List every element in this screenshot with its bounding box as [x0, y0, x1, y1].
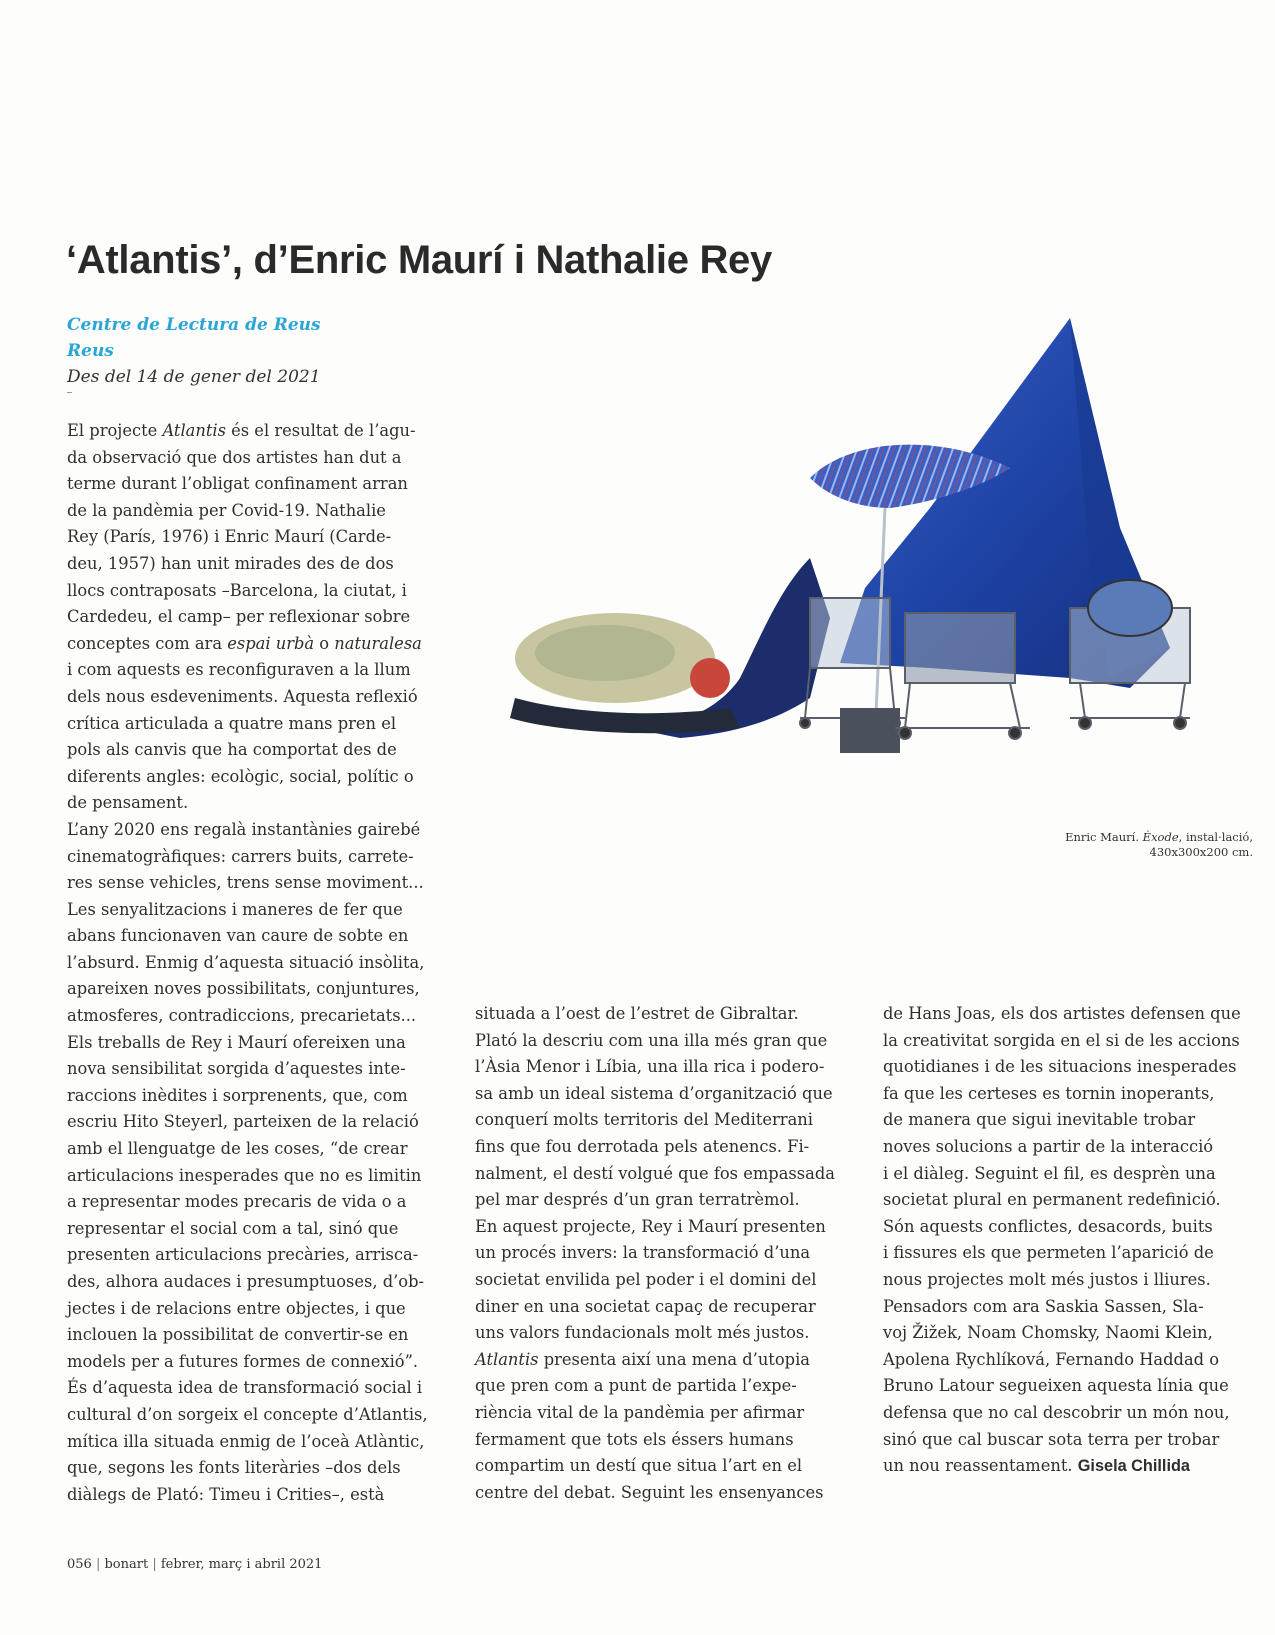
magazine-name: bonart [104, 1557, 149, 1572]
red-buoy [690, 658, 730, 698]
text-line: Apolena Rychlíková, Fernando Haddad o [883, 1349, 1220, 1369]
text-line: Són aquests conflictes, desacords, buits [883, 1216, 1213, 1236]
text-line: centre del debat. Seguint les ensenyances [475, 1482, 824, 1502]
text-line: presenten articulacions precàries, arrisca- [67, 1245, 419, 1265]
text-line: noves solucions a partir de la interacció [883, 1136, 1214, 1156]
text-line: models per a futures formes de connexió”. [67, 1351, 419, 1371]
text-line: un nou reassentament. Gisela Chillida [883, 1456, 1190, 1476]
text-line: És d’aquesta idea de transformació social i [67, 1378, 423, 1398]
venue: Centre de Lectura de Reus [67, 315, 321, 335]
text-line: i com aquests es reconfiguraven a la llum [67, 660, 411, 680]
shopping-cart [895, 613, 1030, 739]
text-line: nova sensibilitat sorgida d’aquestes inte- [67, 1059, 406, 1079]
text-line: crítica articulada a quatre mans pren el [67, 713, 397, 733]
text-line: dels nous esdeveniments. Aquesta reflexió [67, 686, 418, 706]
text-line: inclouen la possibilitat de convertir-se en [67, 1325, 409, 1345]
text-line: deu, 1957) han unit mirades des de dos [67, 553, 394, 573]
text-line: da observació que dos artistes han dut a [67, 447, 402, 467]
text-line: pel mar després d’un gran terratrèmol. [475, 1190, 800, 1210]
text-line: i el diàleg. Seguint el fil, es desprèn una [883, 1163, 1216, 1183]
text-line: situada a l’oest de l’estret de Gibraltar. [475, 1004, 799, 1023]
text-line: que pren com a punt de partida l’expe- [475, 1376, 797, 1396]
text-line: res sense vehicles, trens sense moviment... [67, 873, 424, 893]
text-line: de manera que sigui inevitable trobar [883, 1110, 1196, 1130]
text-line: a representar modes precaris de vida o a [67, 1192, 407, 1212]
text-line: l’absurd. Enmig d’aquesta situació insòlita, [67, 952, 425, 972]
text-line: de la pandèmia per Covid-19. Nathalie [67, 500, 386, 520]
text-line: un procés invers: la transformació d’una [475, 1243, 811, 1263]
text-line: abans funcionaven van caure de sobte en [67, 926, 409, 946]
text-line: sinó que cal buscar sota terra per trobar [883, 1429, 1220, 1449]
text-line: El projecte Atlantis és el resultat de l’agu- [67, 421, 416, 440]
text-line: cinematogràfiques: carrers buits, carrete- [67, 846, 414, 866]
text-line: jectes i de relacions entre objectes, i que [67, 1298, 406, 1318]
text-line: conquerí molts territoris del Mediterrani [475, 1110, 813, 1130]
text-line: defensa que no cal descobrir un món nou, [883, 1402, 1230, 1422]
text-line: l’Àsia Menor i Líbia, una illa rica i podero- [475, 1057, 825, 1077]
text-line: L’any 2020 ens regalà instantànies gairebé [67, 819, 421, 839]
text-line: Rey (París, 1976) i Enric Maurí (Carde- [67, 527, 392, 547]
satellite-dish [1088, 580, 1172, 636]
issue-date: febrer, març i abril 2021 [160, 1557, 323, 1572]
installation-photo [510, 318, 1235, 788]
text-line: nous projectes molt més justos i lliures. [883, 1269, 1211, 1289]
text-line: representar el social com a tal, sinó que [67, 1218, 399, 1238]
text-line: i fissures els que permeten l’aparició de [883, 1243, 1214, 1263]
page-number: 056 [67, 1557, 92, 1572]
divider [67, 392, 72, 393]
text-line: Plató la descriu com una illa més gran que [475, 1030, 828, 1050]
text-line: cultural d’on sorgeix el concepte d’Atlantis, [67, 1404, 428, 1424]
text-line: de pensament. [67, 793, 189, 813]
text-line: riència vital de la pandèmia per afirmar [475, 1402, 805, 1422]
article-column-1 [67, 418, 428, 1508]
text-line: apareixen noves possibilitats, conjuntures, [67, 979, 420, 999]
text-line: mítica illa situada enmig de l’oceà Atlàntic, [67, 1431, 425, 1451]
text-line: compartim un destí que situa l’art en el [475, 1456, 803, 1476]
text-line: voj Žižek, Noam Chomsky, Naomi Klein, [883, 1323, 1213, 1343]
text-line: amb el llenguatge de les coses, “de crear [67, 1139, 408, 1159]
text-line: fins que fou derrotada pels atenencs. Fi- [475, 1136, 810, 1156]
text-line: des, alhora audaces i presumptuoses, d’ob- [67, 1272, 425, 1291]
text-line: societat plural en permanent redefinició. [883, 1190, 1221, 1210]
article-column-3 [883, 1001, 1241, 1480]
text-line: pols als canvis que ha comportat des de [67, 740, 397, 760]
text-line: diner en una societat capaç de recuperar [475, 1296, 816, 1316]
text-line: En aquest projecte, Rey i Maurí presenten [475, 1216, 826, 1236]
text-line: atmosferes, contradiccions, precarietats... [67, 1006, 417, 1026]
text-line: conceptes com ara espai urbà o naturalesa [67, 633, 422, 653]
text-line: quotidianes i de les situacions inesperades [883, 1057, 1237, 1077]
page-footer: 056 | bonart | febrer, març i abril 2021 [67, 1557, 323, 1572]
text-line: Atlantis presenta així una mena d’utopia [475, 1349, 810, 1369]
text-line: fa que les certeses es tornin inoperants, [883, 1083, 1215, 1103]
text-line: uns valors fundacionals molt més justos. [475, 1323, 810, 1343]
text-line: fermament que tots els éssers humans [475, 1429, 794, 1449]
text-line: llocs contraposats –Barcelona, la ciutat, i [67, 580, 407, 600]
text-line: la creativitat sorgida en el si de les accions [883, 1030, 1240, 1050]
photo-caption: Enric Maurí. Èxode, instal·lació, 430x300x200 cm. [1065, 830, 1253, 859]
text-line: diferents angles: ecològic, social, polític o [67, 766, 414, 786]
city: Reus [67, 341, 114, 361]
text-line: raccions inèdites i sorprenents, que, com [67, 1085, 408, 1105]
exhibition-info [67, 312, 321, 390]
text-line: sa amb un ideal sistema d’organització que [475, 1083, 833, 1103]
text-line: Els treballs de Rey i Maurí ofereixen una [67, 1032, 406, 1052]
author-name: Gisela Chillida [1077, 1457, 1190, 1476]
text-line: Les senyalitzacions i maneres de fer que [67, 899, 403, 919]
text-line: Bruno Latour segueixen aquesta línia que [883, 1376, 1229, 1396]
text-line: societat envilida pel poder i el domini del [475, 1269, 817, 1289]
text-line: articulacions inesperades que no es limitin [67, 1165, 422, 1185]
text-line: Cardedeu, el camp– per reflexionar sobre [67, 607, 411, 627]
text-line: terme durant l’obligat confinament arran [67, 474, 408, 494]
text-line: de Hans Joas, els dos artistes defensen que [883, 1004, 1241, 1023]
text-line: diàlegs de Plató: Timeu i Crities–, està [67, 1484, 385, 1504]
text-line: nalment, el destí volgué que fos empassada [475, 1163, 835, 1183]
text-line: que, segons les fonts literàries –dos dels [67, 1458, 401, 1478]
article-column-2 [475, 1001, 835, 1506]
exhibition-date: Des del 14 de gener del 2021 [67, 367, 321, 387]
text-line: escriu Hito Steyerl, parteixen de la relació [67, 1112, 419, 1132]
text-line: Pensadors com ara Saskia Sassen, Sla- [883, 1296, 1204, 1316]
article-title: ‘Atlantis’, d’Enric Maurí i Nathalie Rey [66, 238, 772, 282]
